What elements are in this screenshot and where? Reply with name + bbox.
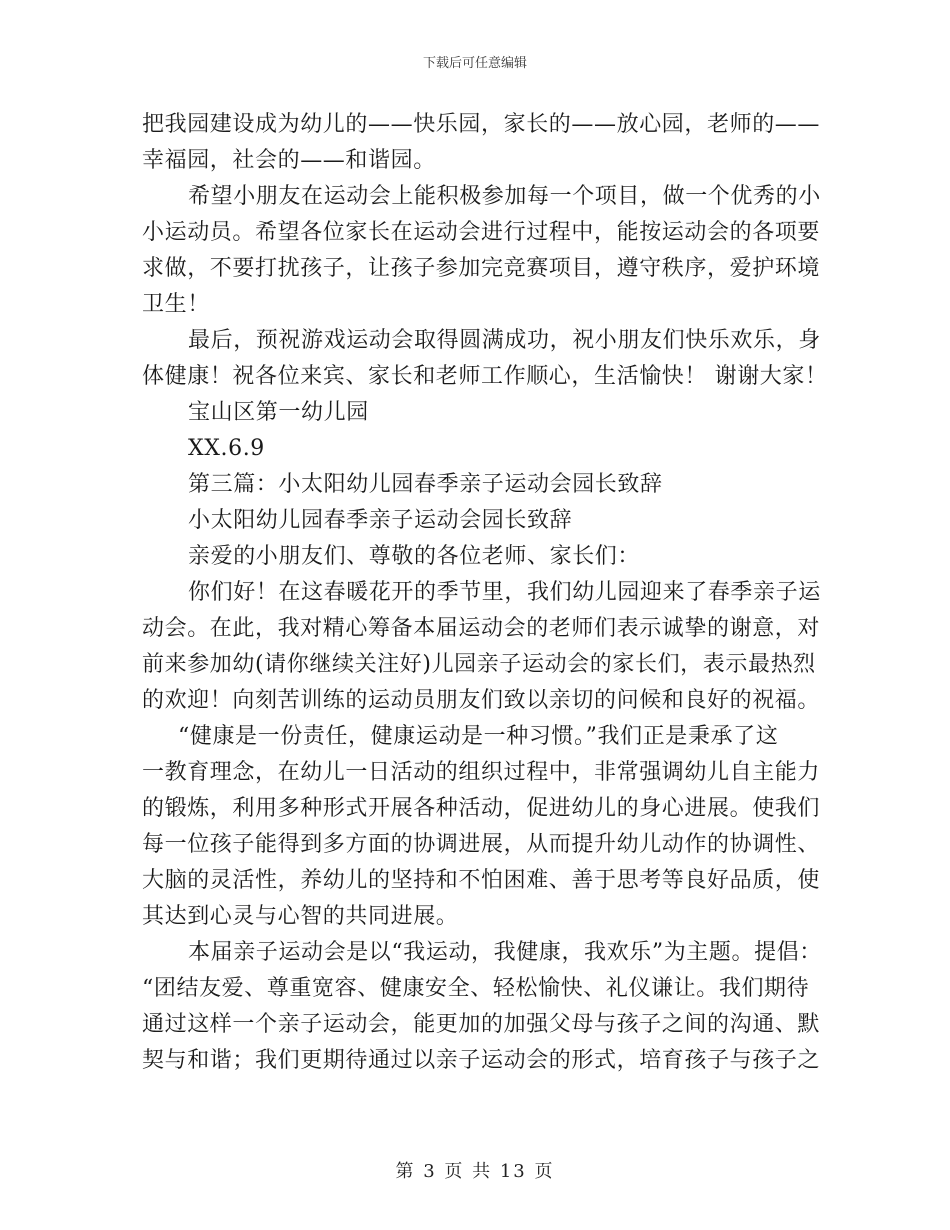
text-line: 契与和谐；我们更期待通过以亲子运动会的形式，培育孩子与孩子之: [142, 1048, 821, 1073]
text-line: 卫生！: [142, 292, 210, 317]
text-line: “团结友爱、尊重宽容、健康安全、轻松愉快、礼仪谦让。我们期待: [142, 976, 810, 1001]
paragraph-start-line: “健康是一份责任，健康运动是一种习惯。”我们正是秉承了这: [178, 724, 779, 749]
text-line: 前来参加幼(请你继续关注好)儿园亲子运动会的家长们，表示最热烈: [142, 652, 816, 677]
text-line: 通过这样一个亲子运动会，能更加的加强父母与孩子之间的沟通、默: [142, 1012, 821, 1037]
text-line: 的锻炼，利用多种形式开展各种活动，促进幼儿的身心进展。使我们: [142, 796, 821, 821]
text-line: 幸福园，社会的——和谐园。: [142, 148, 436, 173]
signature-date: XX.6.9: [188, 436, 265, 461]
signature-organization: 宝山区第一幼儿园: [188, 400, 369, 425]
text-line: 的欢迎！向刻苦训练的运动员朋友们致以亲切的问候和良好的祝福。: [142, 688, 821, 713]
paragraph-start-line: 希望小朋友在运动会上能积极参加每一个项目，做一个优秀的小: [188, 184, 821, 209]
document-body: [142, 107, 828, 1079]
text-line: 其达到心灵与心智的共同进展。: [142, 904, 459, 929]
page-number-footer: 第 3 页 共 13 页: [395, 1161, 555, 1182]
text-line: 把我园建设成为幼儿的——快乐园，家长的——放心园，老师的——: [142, 112, 821, 137]
paragraph-start-line: 最后，预祝游戏运动会取得圆满成功，祝小朋友们快乐欢乐，身: [188, 328, 821, 353]
speech-title: 小太阳幼儿园春季亲子运动会园长致辞: [188, 508, 573, 533]
text-line: 小运动员。希望各位家长在运动会进行过程中，能按运动会的各项要: [142, 220, 821, 245]
paragraph-start-line: 你们好！在这春暖花开的季节里，我们幼儿园迎来了春季亲子运: [188, 580, 821, 605]
paragraph-start-line: 本届亲子运动会是以“我运动，我健康，我欢乐”为主题。提倡：: [188, 940, 822, 965]
section-heading: 第三篇：小太阳幼儿园春季亲子运动会园长致辞: [188, 472, 663, 497]
text-line: 体健康！祝各位来宾、家长和老师工作顺心，生活愉快！ 谢谢大家！: [142, 364, 828, 389]
text-line: 大脑的灵活性，养幼儿的坚持和不怕困难、善于思考等良好品质，使: [142, 868, 821, 893]
text-line: 一教育理念，在幼儿一日活动的组织过程中，非常强调幼儿自主能力: [142, 760, 821, 785]
text-line: 每一位孩子能得到多方面的协调进展，从而提升幼儿动作的协调性、: [142, 832, 821, 857]
salutation: 亲爱的小朋友们、尊敬的各位老师、家长们：: [188, 544, 641, 569]
text-line: 求做，不要打扰孩子，让孩子参加完竞赛项目，遵守秩序，爱护环境: [142, 256, 821, 281]
text-line: 动会。在此，我对精心筹备本届运动会的老师们表示诚挚的谢意，对: [142, 616, 821, 641]
page-header: 下载后可任意编辑: [422, 56, 527, 71]
